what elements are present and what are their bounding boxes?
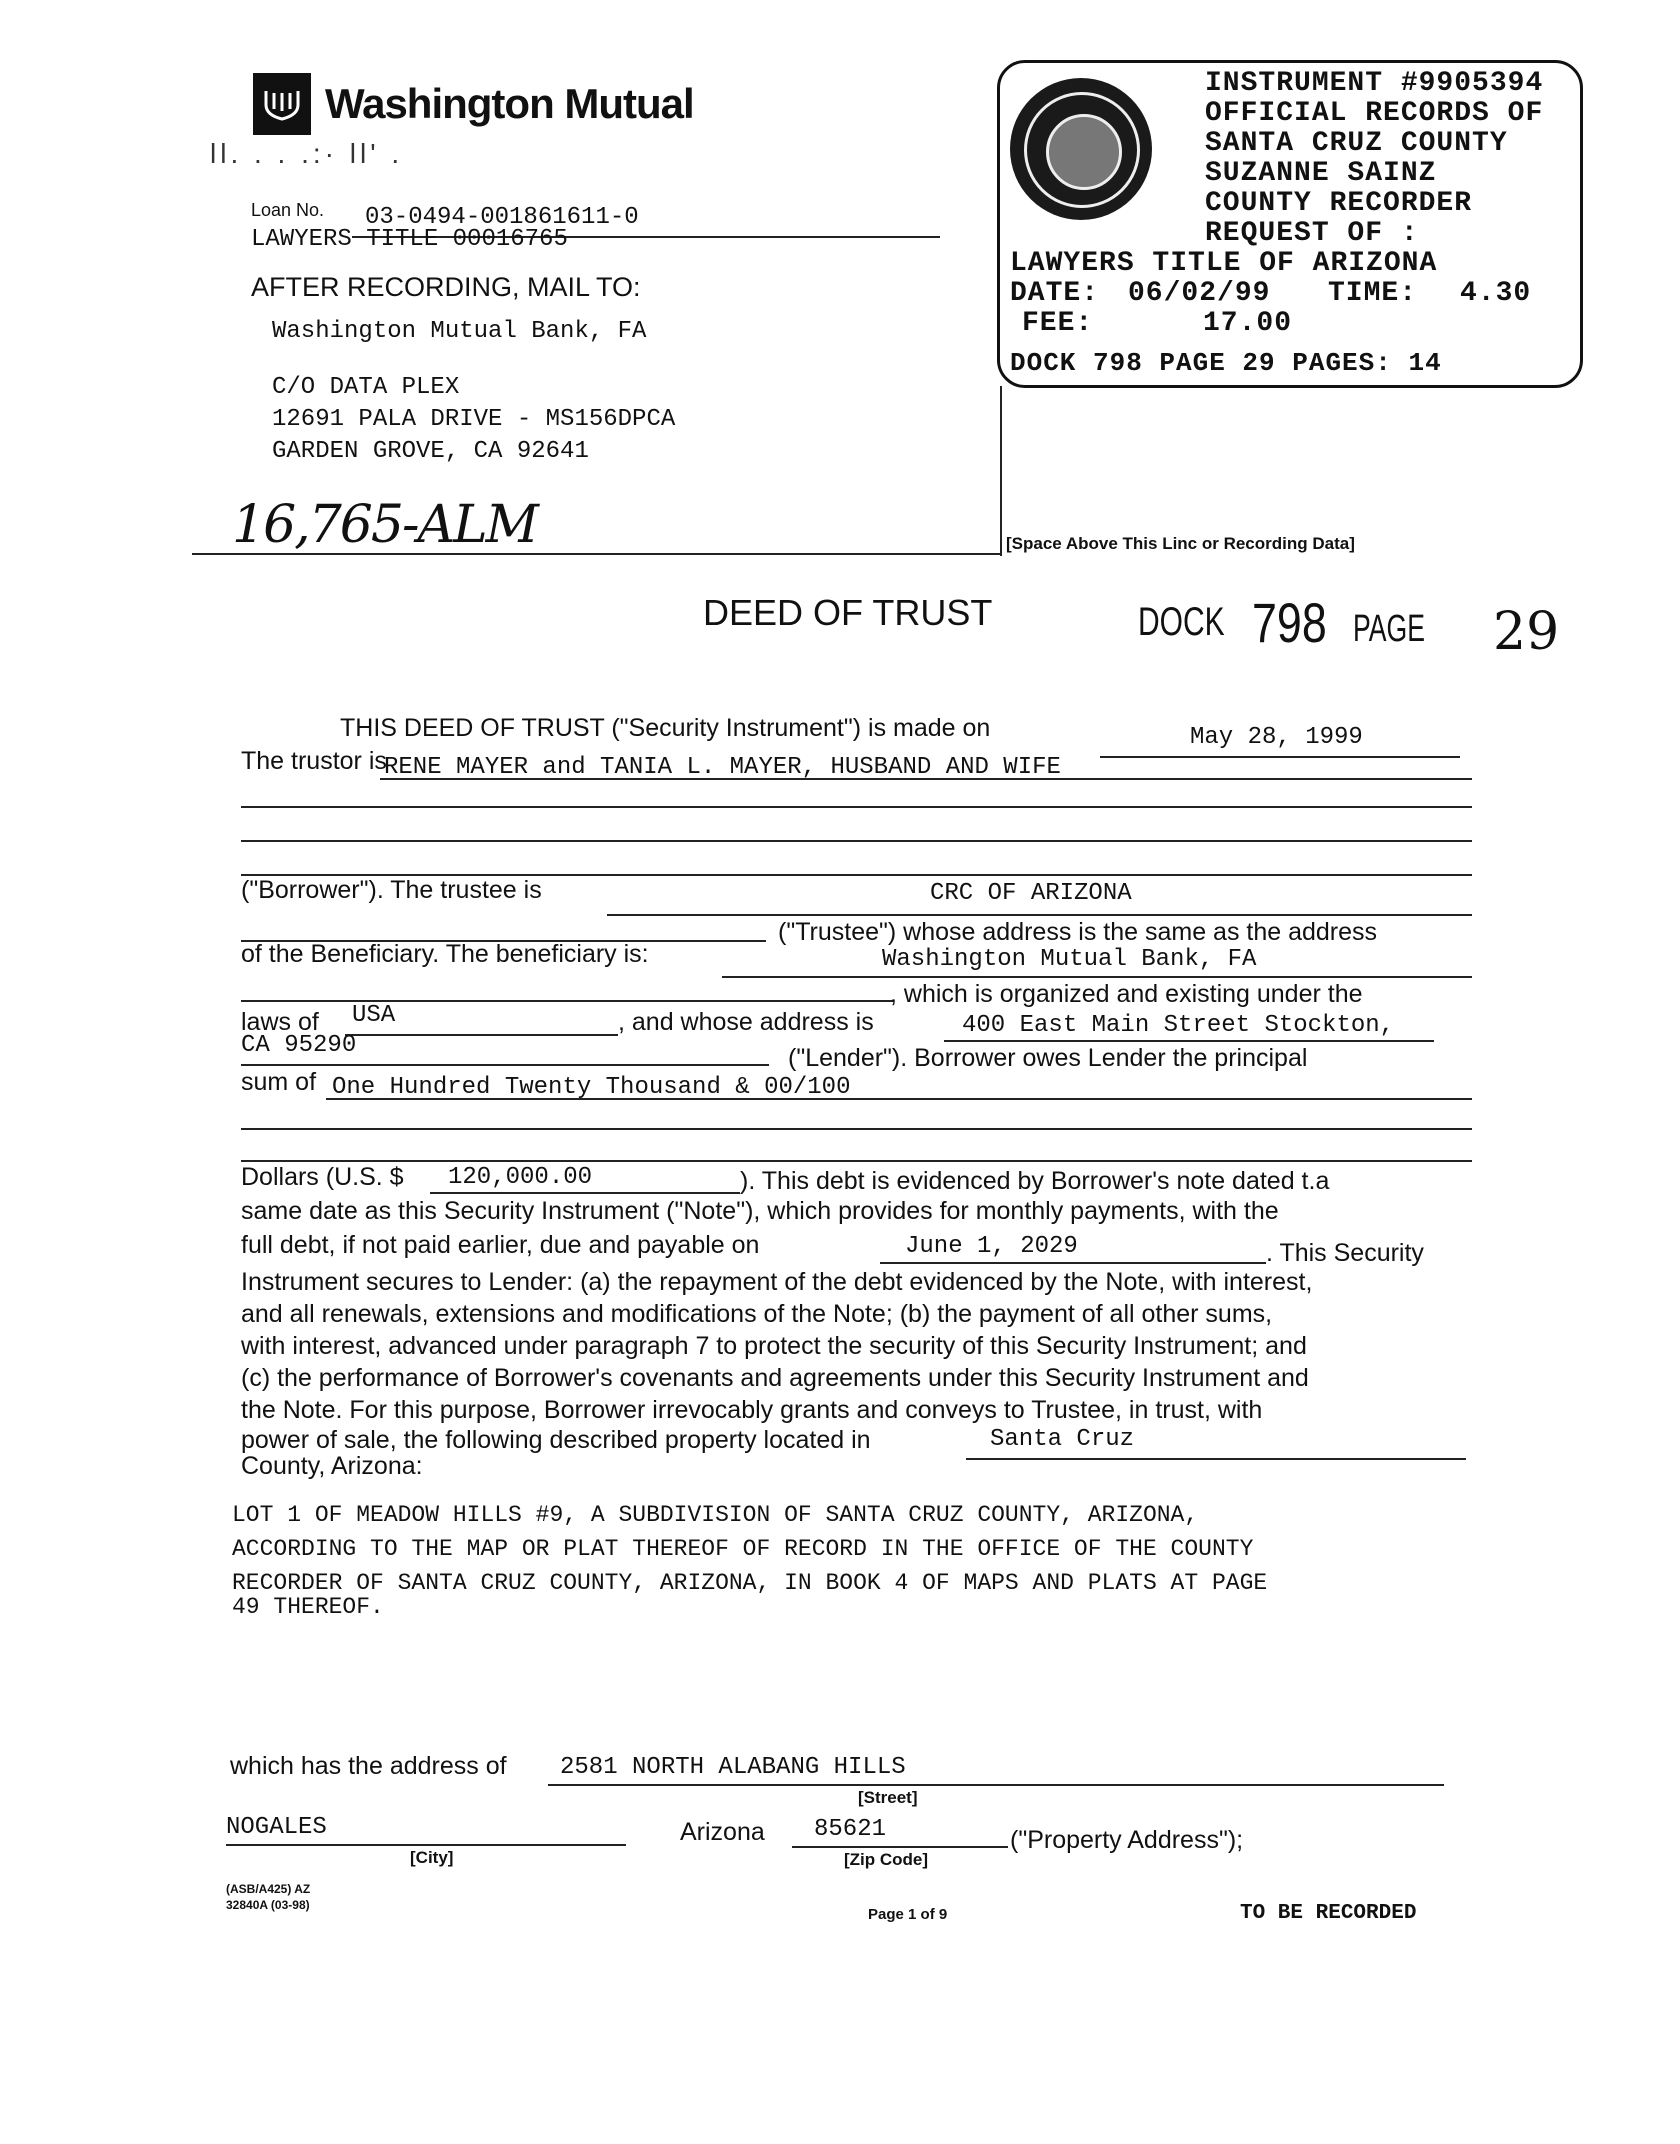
- form-code-1: (ASB/A425) AZ: [226, 1882, 311, 1896]
- para-line-7: the Note. For this purpose, Borrower irrevocably grants and conveys to Trustee, in trust, with: [241, 1396, 1263, 1424]
- address-underline: [944, 1040, 1434, 1042]
- dollars-label: Dollars (U.S. $: [241, 1163, 404, 1191]
- beneficiary-underline: [722, 976, 1472, 978]
- stamp-line-5: COUNTY RECORDER: [1205, 188, 1473, 219]
- lender-address-1: 400 East Main Street Stockton,: [962, 1012, 1395, 1039]
- county-underline: [966, 1458, 1466, 1460]
- due-date: June 1, 2029: [905, 1233, 1078, 1260]
- dollars-tail: ). This debt is evidenced by Borrower's note dated t.a: [740, 1167, 1330, 1195]
- mail-to-line-2: C/O DATA PLEX: [272, 374, 460, 401]
- stamp-dock-line: DOCK 798 PAGE 29 PAGES: 14: [1010, 348, 1442, 378]
- para-line-8: power of sale, the following described property located in: [241, 1426, 871, 1454]
- to-be-recorded: TO BE RECORDED: [1240, 1902, 1417, 1925]
- made-on-date: May 28, 1999: [1190, 724, 1363, 751]
- zip-underline: [792, 1846, 1008, 1848]
- stamp-line-3: SANTA CRUZ COUNTY: [1205, 128, 1508, 159]
- property-street: 2581 NORTH ALABANG HILLS: [560, 1754, 906, 1781]
- county-tail: County, Arizona:: [241, 1452, 423, 1480]
- loan-label: Loan No.: [251, 200, 325, 220]
- laws-label: laws of: [241, 1008, 319, 1036]
- space-above-note: [Space Above This Linc or Recording Data]: [1006, 534, 1355, 553]
- para-line-5: with interest, advanced under paragraph 7 to protect the security of this Security Instrument; and: [241, 1332, 1307, 1360]
- stamp-line-2: OFFICIAL RECORDS OF: [1205, 98, 1544, 129]
- recording-vertical-line: [1000, 386, 1002, 556]
- laws-country: USA: [352, 1002, 396, 1029]
- amount-underline: [430, 1192, 740, 1194]
- address-of-label: which has the address of: [230, 1752, 507, 1780]
- address-label: , and whose address is: [618, 1008, 874, 1036]
- sum-words: One Hundred Twenty Thousand & 00/100: [332, 1074, 851, 1101]
- stamp-date: 06/02/99: [1128, 278, 1271, 309]
- washington-mutual-logo-icon: [253, 73, 311, 135]
- property-county: Santa Cruz: [990, 1426, 1135, 1453]
- mail-to-line-4: GARDEN GROVE, CA 92641: [272, 438, 589, 465]
- sum-label: sum of: [241, 1068, 317, 1096]
- stamp-time-label: TIME:: [1328, 278, 1418, 309]
- recording-separator-line: [192, 553, 1002, 555]
- loan-number: 03-0494-001861611-0: [365, 204, 639, 231]
- lender-tail: ("Lender"). Borrower owes Lender the principal: [788, 1044, 1308, 1072]
- beneficiary-underline-2: [241, 1000, 893, 1002]
- city-underline: [226, 1844, 626, 1846]
- sum-blank-line-2: [241, 1160, 1472, 1162]
- form-code-2: 32840A (03-98): [226, 1898, 310, 1912]
- sum-blank-line-1: [241, 1128, 1472, 1130]
- trustee-underline: [607, 914, 1472, 916]
- stamp-date-label: DATE:: [1010, 278, 1100, 309]
- brand-name: Washington Mutual: [325, 80, 694, 127]
- dock-label: DOCK: [1138, 600, 1225, 644]
- trustee-name: CRC OF ARIZONA: [930, 880, 1132, 907]
- legal-line-4: 49 THEREOF.: [232, 1594, 384, 1620]
- stamp-line-6: REQUEST OF :: [1205, 218, 1419, 249]
- stamp-time: 4.30: [1460, 278, 1532, 309]
- address-underline-2: [241, 1064, 769, 1066]
- scribble-text: ll. . . .:· ll' .: [210, 138, 404, 169]
- borrower-label: ("Borrower"). The trustee is: [241, 876, 542, 904]
- property-state: Arizona: [680, 1818, 765, 1846]
- zip-caption: [Zip Code]: [844, 1850, 929, 1869]
- trustee-tail: ("Trustee") whose address is the same as the address: [778, 918, 1378, 946]
- stamp-fee: 17.00: [1203, 308, 1293, 339]
- legal-line-1: LOT 1 OF MEADOW HILLS #9, A SUBDIVISION OF SANTA CRUZ COUNTY, ARIZONA,: [232, 1502, 1199, 1528]
- dock-number: 798: [1252, 591, 1327, 654]
- legal-line-3: RECORDER OF SANTA CRUZ COUNTY, ARIZONA, IN BOOK 4 OF MAPS AND PLATS AT PAGE: [232, 1570, 1268, 1596]
- blank-line-1: [241, 806, 1472, 808]
- trustor-name: RENE MAYER and TANIA L. MAYER, HUSBAND AND WIFE: [384, 754, 1061, 781]
- after-recording-label: AFTER RECORDING, MAIL TO:: [251, 272, 641, 302]
- lender-address-2: CA 95290: [241, 1032, 357, 1059]
- intro-text: THIS DEED OF TRUST ("Security Instrument") is made on: [340, 714, 991, 742]
- stamp-line-1: INSTRUMENT #9905394: [1205, 68, 1544, 99]
- mail-to-line-1: Washington Mutual Bank, FA: [272, 318, 647, 345]
- document-title: DEED OF TRUST: [703, 592, 993, 633]
- sum-underline: [326, 1098, 1472, 1100]
- para-line-2: full debt, if not paid earlier, due and payable on: [241, 1231, 760, 1259]
- mail-to-line-3: 12691 PALA DRIVE - MS156DPCA: [272, 406, 676, 433]
- lawyers-title-ref: LAWYERS TITLE 00016765: [251, 226, 568, 253]
- page-label: PAGE: [1353, 608, 1425, 650]
- stamp-fee-label: FEE:: [1022, 308, 1094, 339]
- para-line-1: same date as this Security Instrument ("Note"), which provides for monthly payments, with the: [241, 1197, 1279, 1225]
- legal-line-2: ACCORDING TO THE MAP OR PLAT THEREOF OF RECORD IN THE OFFICE OF THE COUNTY: [232, 1536, 1254, 1562]
- blank-line-2: [241, 840, 1472, 842]
- handwritten-file-number: 16,765-ALM: [232, 495, 537, 555]
- made-on-underline: [1100, 756, 1460, 758]
- property-address-tail: ("Property Address");: [1010, 1826, 1244, 1854]
- para-line-3: Instrument secures to Lender: (a) the repayment of the debt evidenced by the Note, with interest,: [241, 1268, 1313, 1296]
- para-line-6: (c) the performance of Borrower's covenants and agreements under this Security Instrument and: [241, 1364, 1309, 1392]
- city-caption: [City]: [410, 1848, 454, 1867]
- street-underline: [548, 1784, 1444, 1786]
- laws-underline: [345, 1034, 618, 1036]
- trustor-underline: [380, 778, 1472, 780]
- stamp-line-4: SUZANNE SAINZ: [1205, 158, 1437, 189]
- organized-text: , which is organized and existing under the: [890, 980, 1363, 1008]
- page-count: Page 1 of 9: [868, 1906, 948, 1923]
- property-city: NOGALES: [226, 1814, 327, 1841]
- trustor-label: The trustor is: [241, 747, 387, 775]
- page-number: 29: [1493, 602, 1560, 662]
- street-caption: [Street]: [858, 1788, 918, 1807]
- stamp-requester: LAWYERS TITLE OF ARIZONA: [1010, 248, 1438, 279]
- principal-amount: 120,000.00: [448, 1164, 593, 1191]
- county-seal-icon: [1010, 78, 1152, 220]
- property-zip: 85621: [814, 1816, 887, 1843]
- due-date-underline: [880, 1262, 1266, 1264]
- beneficiary-name: Washington Mutual Bank, FA: [882, 946, 1257, 973]
- security-tail: . This Security: [1266, 1239, 1424, 1267]
- para-line-4: and all renewals, extensions and modifications of the Note; (b) the payment of all other sums,: [241, 1300, 1273, 1328]
- beneficiary-label: of the Beneficiary. The beneficiary is:: [241, 940, 649, 968]
